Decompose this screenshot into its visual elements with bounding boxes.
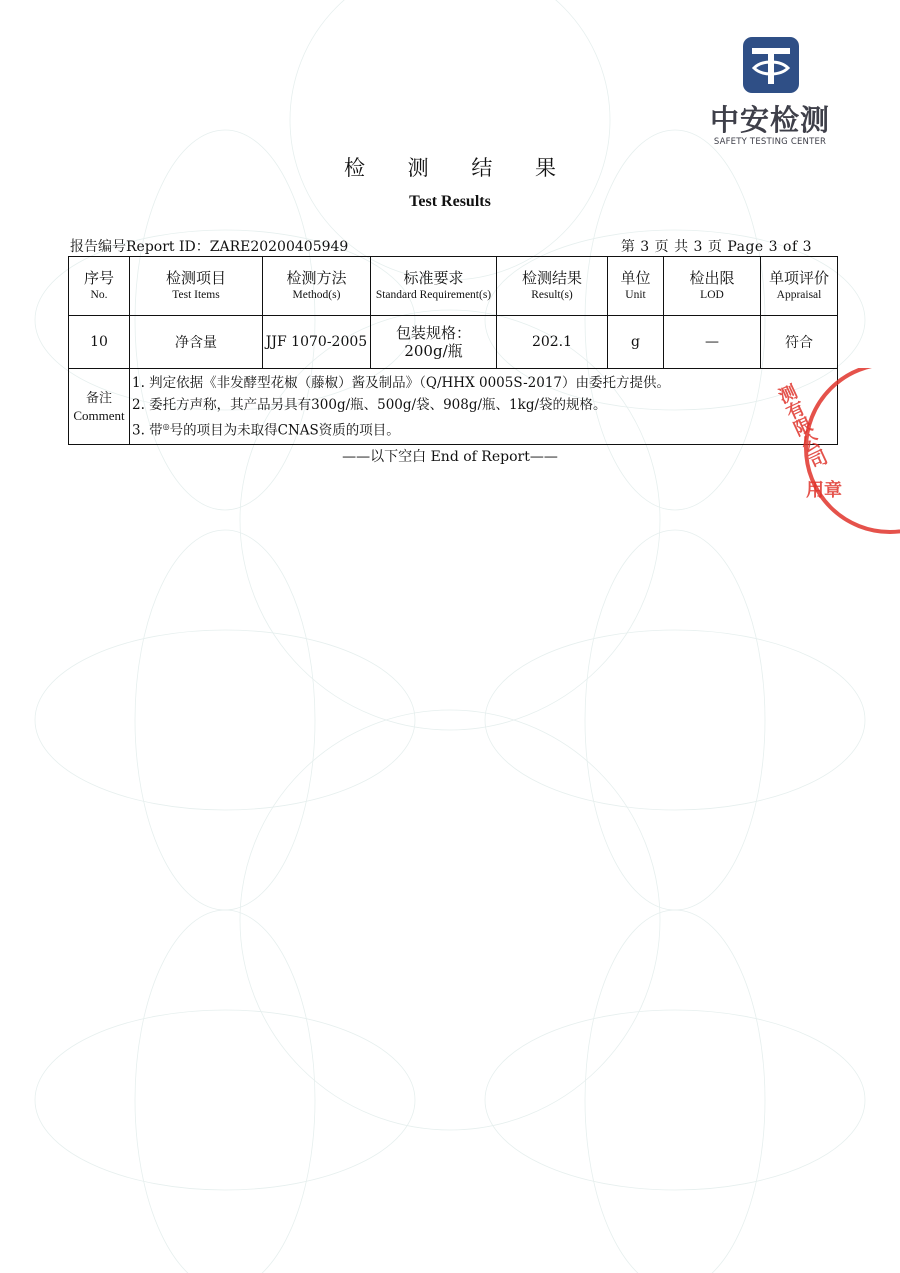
seal-text-1: 测有限公司 [772,381,830,473]
seal-text-2: 用章 [806,480,842,501]
comment-label: 备注 Comment [69,369,130,445]
results-table [68,256,838,445]
header-unit: 单位 Unit [608,257,664,316]
logo-english-name: SAFETY TESTING CENTER [713,137,827,147]
header-result: 检测结果 Result(s) [497,257,608,316]
cell-unit: g [608,316,664,369]
cell-method: JJF 1070-2005 [263,316,371,369]
comment-row [69,369,838,445]
cell-lod: — [664,316,761,369]
header-lod: 检出限 LOD [664,257,761,316]
header-test-items: 检测项目 Test Items [130,257,263,316]
cnas-mark-icon: ◎ [162,422,170,431]
st-logo-icon [742,36,800,94]
comment-line-1: 1. 判定依据《非发酵型花椒（藤椒）酱及制品》（Q/HHX 0005S-2017）由委托方提供。 [132,375,671,391]
comment-line-3: 3. 带◎号的项目为未取得CNAS资质的项目。 [132,422,400,439]
logo-chinese-name: 中安检测 [709,103,830,137]
cell-no: 10 [69,316,130,369]
table-header-row [69,257,838,316]
cell-result: 202.1 [497,316,608,369]
page-title-en: Test Results [409,193,491,210]
header-appraisal: 单项评价 Appraisal [761,257,838,316]
page-number: 第 3 页 共 3 页 Page 3 of 3 [620,239,812,255]
comment-content [130,369,838,445]
header-no: 序号 No. [69,257,130,316]
header-standard-requirement: 标准要求 Standard Requirement(s) [371,257,497,316]
cell-appraisal: 符合 [761,316,838,369]
requirement-line-2: 200g/瓶 [404,342,463,360]
cell-requirement [371,316,497,369]
company-logo [700,36,840,154]
header-method: 检测方法 Method(s) [263,257,371,316]
table-row [69,316,838,369]
end-of-report: ——以下空白 End of Report—— [342,449,558,465]
report-id: 报告编号Report ID：ZARE20200405949 [70,239,349,255]
comment-line-2: 2. 委托方声称，其产品另具有300g/瓶、500g/袋、908g/瓶、1kg/袋的规格。 [132,397,607,413]
page-title-cn: 检 测 结 果 [343,156,575,180]
cell-test-item: 净含量 [130,316,263,369]
company-seal [770,368,900,538]
requirement-line-1: 包装规格： [395,324,471,342]
